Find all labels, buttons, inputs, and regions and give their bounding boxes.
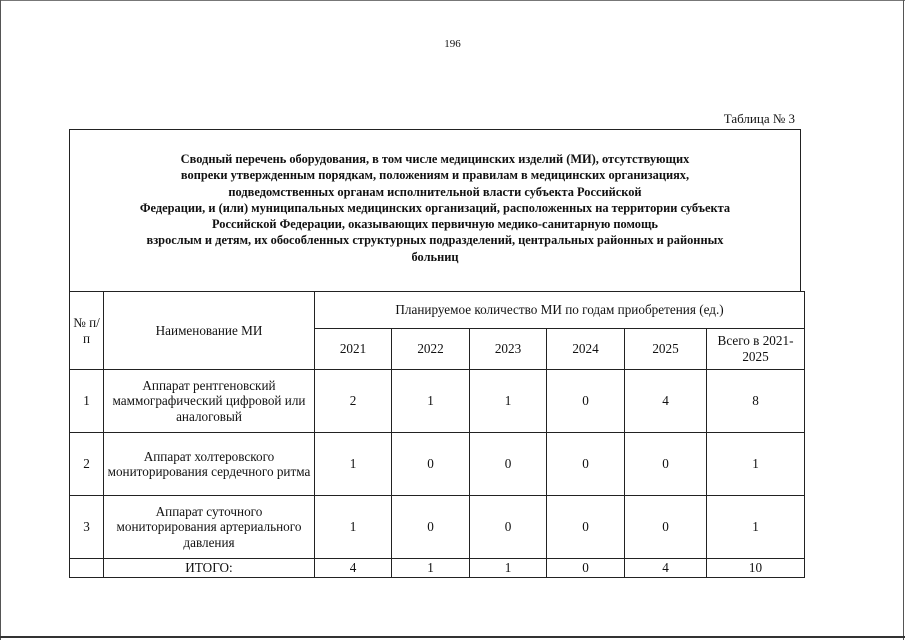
table-title xyxy=(70,151,800,265)
table-label: Таблица № 3 xyxy=(723,111,795,126)
header-year: 2021 xyxy=(315,329,392,370)
header-total: Всего в 2021-2025 xyxy=(707,329,805,370)
title-line: больниц xyxy=(411,249,459,264)
header-row-1 xyxy=(70,292,805,329)
row-number: 1 xyxy=(70,370,104,433)
row-name: Аппарат рентгеновский маммографический цифровой или аналоговый xyxy=(104,370,315,433)
row-value: 0 xyxy=(547,370,625,433)
total-value: 4 xyxy=(315,559,392,578)
row-value: 0 xyxy=(392,433,470,496)
table-row xyxy=(70,496,805,559)
total-grand: 10 xyxy=(707,559,805,578)
header-year: 2022 xyxy=(392,329,470,370)
header-group: Планируемое количество МИ по годам приобретения (ед.) xyxy=(315,292,805,329)
row-total: 1 xyxy=(707,496,805,559)
page-edge-left xyxy=(0,0,1,640)
row-value: 0 xyxy=(625,496,707,559)
page-number: 196 xyxy=(444,38,461,50)
total-value: 0 xyxy=(547,559,625,578)
header-year: 2023 xyxy=(470,329,547,370)
title-line: Сводный перечень оборудования, в том числе медицинских изделий (МИ), отсутствующих xyxy=(180,152,690,166)
row-name: Аппарат холтеровского мониторирования сердечного ритма xyxy=(104,433,315,496)
row-value: 1 xyxy=(315,433,392,496)
total-value: 1 xyxy=(392,559,470,578)
row-total: 1 xyxy=(707,433,805,496)
total-label: ИТОГО: xyxy=(104,559,315,578)
table-row xyxy=(70,370,805,433)
title-line: Российской Федерации, оказывающих первичную медико-санитарную помощь xyxy=(212,217,658,232)
page-edge-right xyxy=(903,0,904,640)
title-line: вопреки утвержденным порядкам, положениям и правилам в медицинских организациях, xyxy=(180,168,690,183)
row-value: 1 xyxy=(470,370,547,433)
header-year: 2025 xyxy=(625,329,707,370)
header-year: 2024 xyxy=(547,329,625,370)
row-value: 0 xyxy=(547,433,625,496)
row-name: Аппарат суточного мониторирования артериального давления xyxy=(104,496,315,559)
row-number: 2 xyxy=(70,433,104,496)
total-row xyxy=(70,559,805,578)
header-name: Наименование МИ xyxy=(104,292,315,370)
row-value: 0 xyxy=(392,496,470,559)
total-number-cell xyxy=(70,559,104,578)
total-value: 1 xyxy=(470,559,547,578)
row-value: 4 xyxy=(625,370,707,433)
title-line: взрослым и детям, их обособленных структурных подразделений, центральных районных и районных xyxy=(146,233,724,248)
title-line: Федерации, и (или) муниципальных медицинских организаций, расположенных на территории субъекта xyxy=(139,200,731,215)
row-value: 0 xyxy=(547,496,625,559)
row-value: 1 xyxy=(392,370,470,433)
row-value: 0 xyxy=(625,433,707,496)
page-edge-top xyxy=(0,0,905,1)
title-line: подведомственных органам исполнительной власти субъекта Российской xyxy=(228,184,642,199)
equipment-table xyxy=(69,291,805,578)
row-total: 8 xyxy=(707,370,805,433)
title-box xyxy=(69,129,801,291)
header-number: № п/п xyxy=(70,292,104,370)
table-row xyxy=(70,433,805,496)
row-value: 2 xyxy=(315,370,392,433)
total-value: 4 xyxy=(625,559,707,578)
row-value: 0 xyxy=(470,496,547,559)
row-value: 0 xyxy=(470,433,547,496)
row-number: 3 xyxy=(70,496,104,559)
page-edge-bottom xyxy=(0,636,905,638)
row-value: 1 xyxy=(315,496,392,559)
